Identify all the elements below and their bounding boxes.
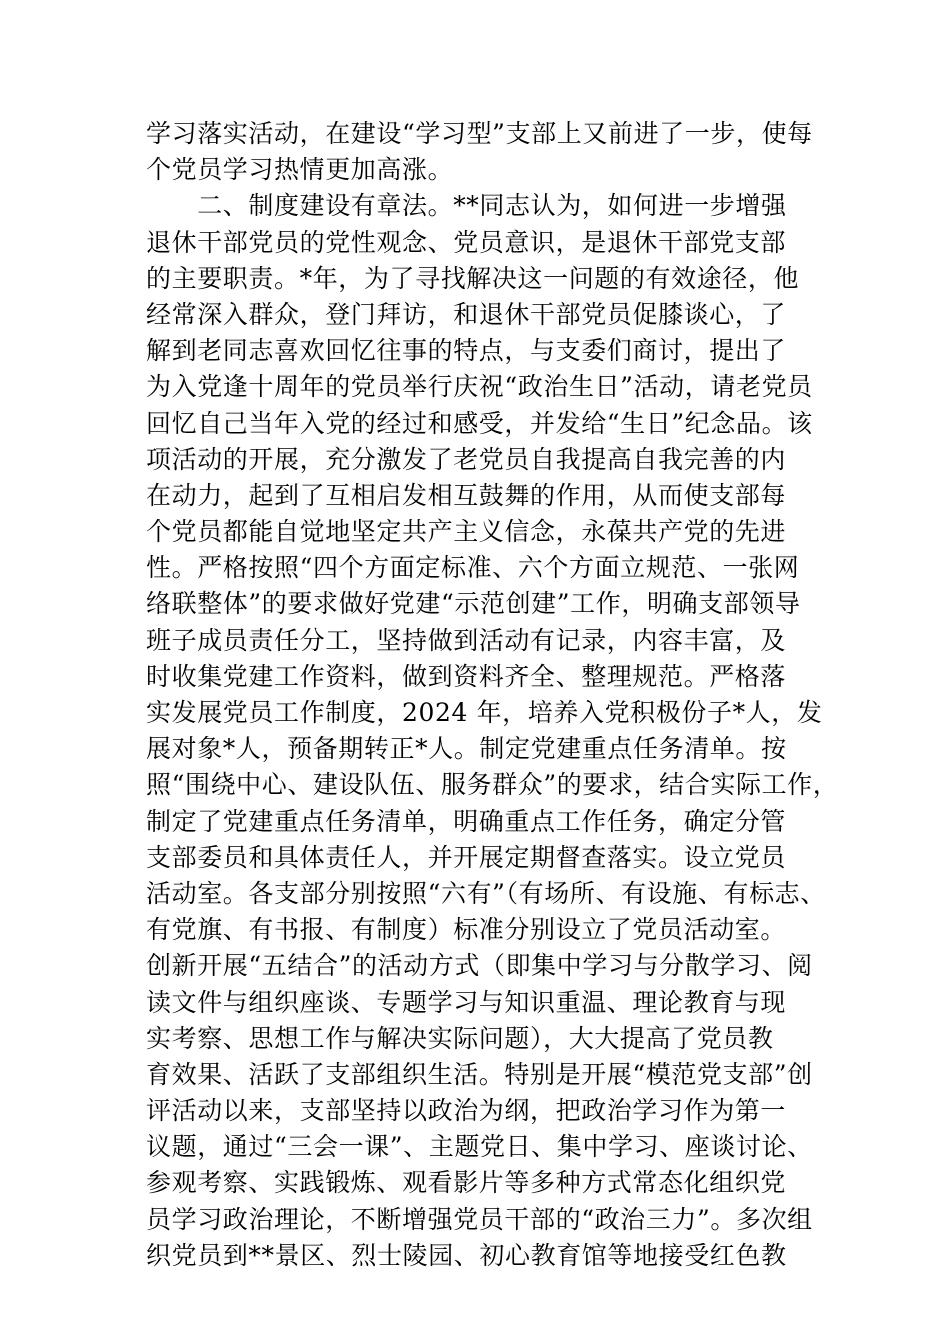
text-line: 育效果、活跃了支部组织生活。特别是开展“模范党支部”创: [146, 1059, 813, 1089]
text-line: 经常深入群众，登门拜访，和退休干部党员促膝谈心，了: [146, 299, 787, 329]
text-line: 实发展党员工作制度，2024 年，培养入党积极份子*人，发: [146, 698, 823, 727]
text-line: 有党旗、有书报、有制度）标准分别设立了党员活动室。: [146, 915, 787, 945]
text-line: 议题，通过“三会一课”、主题党日、集中学习、座谈讨论、: [146, 1132, 813, 1162]
text-line: 实考察、思想工作与解决实际问题），大大提高了党员教: [146, 1023, 774, 1053]
section-heading-line: 二、制度建设有章法。**同志认为，如何进一步增强: [146, 191, 787, 221]
text-line: 退休干部党员的党性观念、党员意识，是退休干部党支部: [146, 227, 787, 257]
text-line: 的主要职责。*年，为了寻找解决这一问题的有效途径，他: [146, 263, 800, 293]
text-line: 照“围绕中心、建设队伍、服务群众”的要求，结合实际工作，: [146, 770, 839, 800]
text-line: 班子成员责任分工，坚持做到活动有记录，内容丰富，及: [146, 625, 787, 655]
text-line: 在动力，起到了互相启发相互鼓舞的作用，从而使支部每: [146, 480, 787, 510]
text-line: 员学习政治理论，不断增强党员干部的“政治三力”。多次组: [146, 1204, 813, 1234]
text-line: 络联整体”的要求做好党建“示范创建”工作，明确支部领导: [146, 589, 801, 619]
body-text: [146, 116, 839, 1274]
text-line: 时收集党建工作资料，做到资料齐全、整理规范。严格落: [146, 661, 787, 691]
text-line: 制定了党建重点任务清单，明确重点工作任务，确定分管: [146, 806, 787, 836]
text-line: 回忆自己当年入党的经过和感受，并发给“生日”纪念品。该: [146, 408, 813, 438]
text-line: 支部委员和具体责任人，并开展定期督查落实。设立党员: [146, 842, 787, 872]
text-line: 织党员到**景区、烈士陵园、初心教育馆等地接受红色教: [146, 1240, 787, 1270]
text-line: 读文件与组织座谈、专题学习与知识重温、理论教育与现: [146, 987, 787, 1017]
text-line: 个党员学习热情更加高涨。: [146, 155, 454, 185]
text-line: 项活动的开展，充分激发了老党员自我提高自我完善的内: [146, 444, 787, 474]
text-line: 性。严格按照“四个方面定标准、六个方面立规范、一张网: [146, 553, 800, 583]
text-line: 活动室。各支部分别按照“六有”（有场所、有设施、有标志、: [146, 878, 826, 908]
text-line: 解到老同志喜欢回忆往事的特点，与支委们商讨，提出了: [146, 336, 787, 366]
text-line: 个党员都能自觉地坚定共产主义信念，永葆共产党的先进: [146, 517, 787, 547]
text-line: 评活动以来，支部坚持以政治为纲，把政治学习作为第一: [146, 1096, 787, 1126]
text-line: 为入党逢十周年的党员举行庆祝“政治生日”活动，请老党员: [146, 372, 813, 402]
text-line: 创新开展“五结合”的活动方式（即集中学习与分散学习、阅: [146, 951, 813, 981]
text-line: 展对象*人，预备期转正*人。制定党建重点任务清单。按: [146, 734, 787, 764]
text-line: 学习落实活动，在建设“学习型”支部上又前进了一步，使每: [146, 119, 813, 148]
text-line: 参观考察、实践锻炼、观看影片等多种方式常态化组织党: [146, 1168, 787, 1198]
